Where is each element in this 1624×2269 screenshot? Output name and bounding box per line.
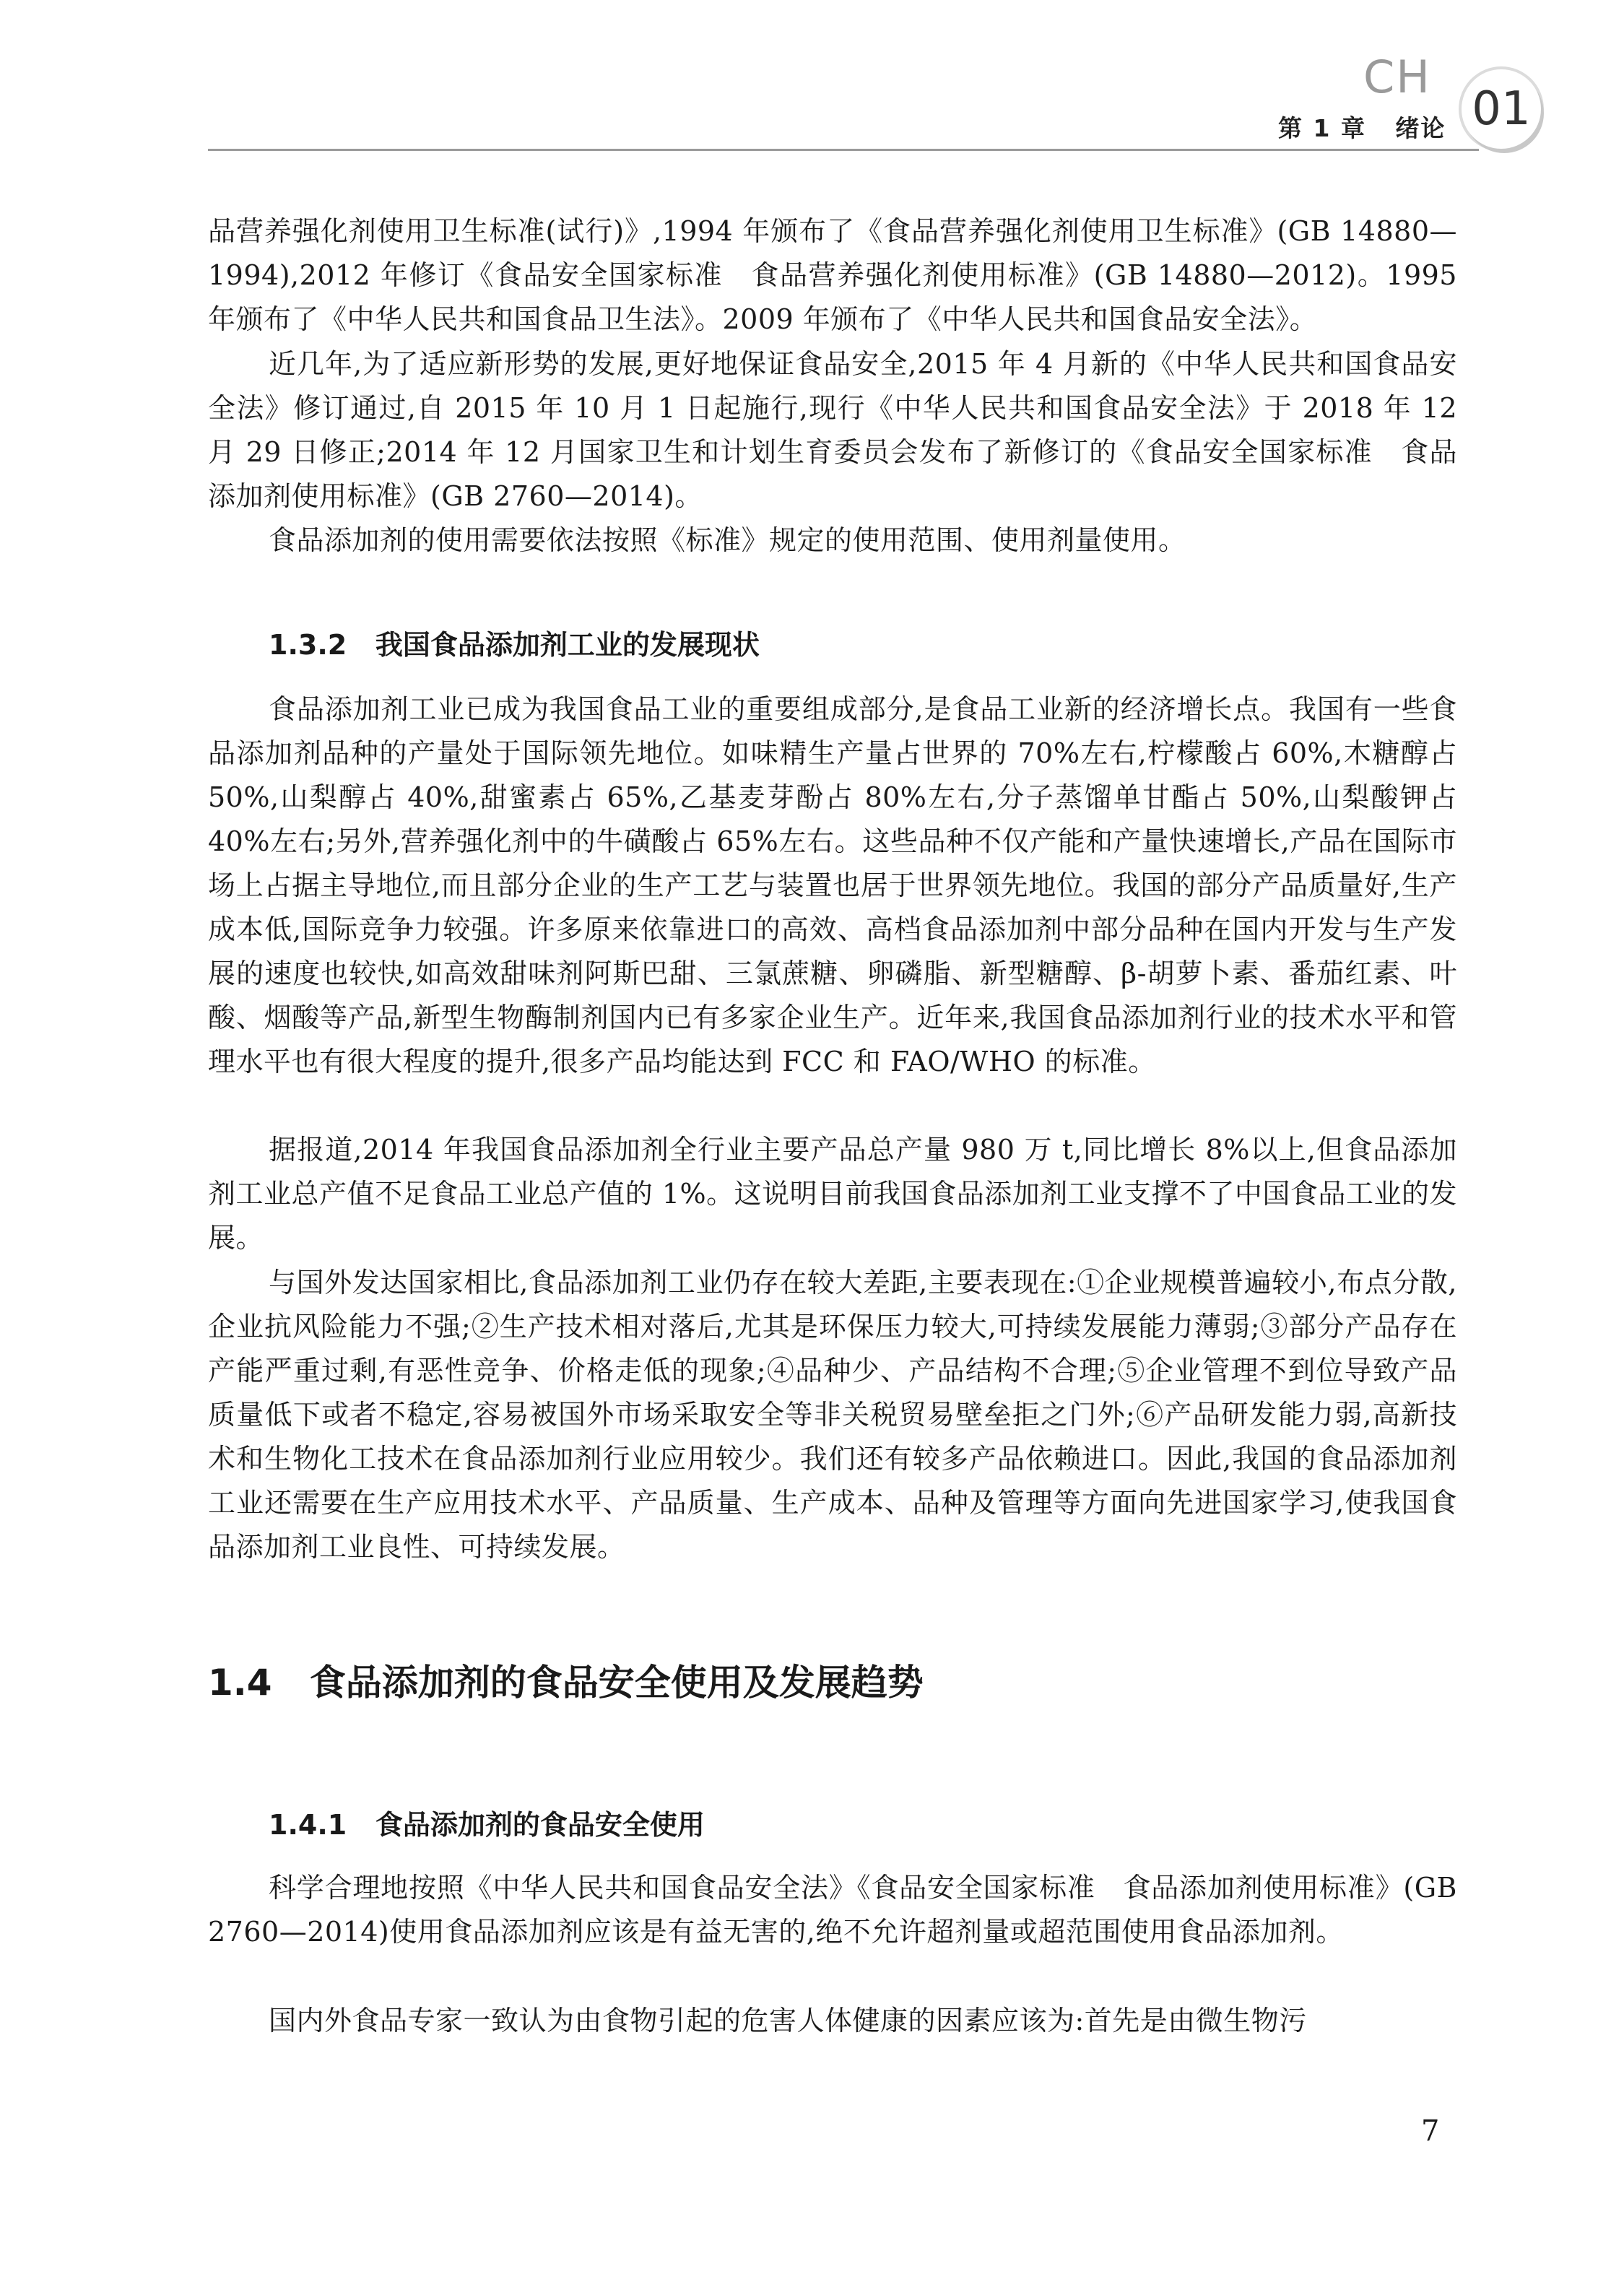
section-heading-1-4-1: 1.4.1 食品添加剂的食品安全使用	[269, 1809, 705, 1841]
paragraph-hazard-factors: 国内外食品专家一致认为由食物引起的危害人体健康的因素应该为:首先是由微生物污	[269, 2005, 1307, 2036]
paragraph-recent-legislation: 近几年,为了适应新形势的发展,更好地保证食品安全,2015 年 4 月新的《中华人民共和国食品安全法》修订通过,自 2015 年 10 月 1 日起施行,现行《中华人民共和国食品安全法》于 2018 年 12 月 29 日修正;2014 年 12 月国家卫生和计划生育委员会发布了新修订的《食品安全国家标准 食品添加剂使用标准》(GB 2760—2014)。	[208, 348, 1457, 512]
section-heading-1-4: 1.4 食品添加剂的食品安全使用及发展趋势	[208, 1662, 924, 1704]
section-heading-1-3-2: 1.3.2 我国食品添加剂工业的发展现状	[269, 629, 760, 661]
paragraph-gap-analysis: 与国外发达国家相比,食品添加剂工业仍存在较大差距,主要表现在:①企业规模普遍较小,布点分散,企业抗风险能力不强;②生产技术相对落后,尤其是环保压力较大,可持续发展能力薄弱;③部分产品存在产能严重过剩,有恶性竞争、价格走低的现象;④品种少、产品结构不合理;⑤企业管理不到位导致产品质量低下或者不稳定,容易被国外市场采取安全等非关税贸易壁垒拒之门外;⑥产品研发能力弱,高新技术和生物化工技术在食品添加剂行业应用较少。我们还有较多产品依赖进口。因此,我国的食品添加剂工业还需要在生产应用技术水平、产品质量、生产成本、品种及管理等方面向先进国家学习,使我国食品添加剂工业良性、可持续发展。	[208, 1267, 1457, 1563]
chapter-number-badge: 01	[1462, 69, 1541, 149]
header-divider	[208, 149, 1479, 151]
running-head: 第 1 章 绪论	[1278, 114, 1446, 142]
page-number: 7	[1421, 2114, 1440, 2148]
paragraph-safe-use: 科学合理地按照《中华人民共和国食品安全法》《食品安全国家标准 食品添加剂使用标准》(GB 2760—2014)使用食品添加剂应该是有益无害的,绝不允许超剂量或超范围使用食品添加剂。	[208, 1872, 1457, 1948]
chapter-ch-label: CH	[1363, 51, 1431, 103]
paragraph-output-report: 据报道,2014 年我国食品添加剂全行业主要产品总产量 980 万 t,同比增长 8%以上,但食品添加剂工业总产值不足食品工业总产值的 1%。这说明目前我国食品添加剂工业支撑不了中国食品工业的发展。	[208, 1134, 1457, 1254]
paragraph-industry-status: 食品添加剂工业已成为我国食品工业的重要组成部分,是食品工业新的经济增长点。我国有一些食品添加剂品种的产量处于国际领先地位。如味精生产量占世界的 70%左右,柠檬酸占 60%,木糖醇占 50%,山梨醇占 40%,甜蜜素占 65%,乙基麦芽酚占 80%左右,分子蒸馏单甘酯占 50%,山梨酸钾占 40%左右;另外,营养强化剂中的牛磺酸占 65%左右。这些品种不仅产能和产量快速增长,产品在国际市场上占据主导地位,而且部分企业的生产工艺与装置也居于世界领先地位。我国的部分产品质量好,生产成本低,国际竞争力较强。许多原来依靠进口的高效、高档食品添加剂中部分品种在国内开发与生产发展的速度也较快,如高效甜味剂阿斯巴甜、三氯蔗糖、卵磷脂、新型糖醇、β-胡萝卜素、番茄红素、叶酸、烟酸等产品,新型生物酶制剂国内已有多家企业生产。近年来,我国食品添加剂行业的技术水平和管理水平也有很大程度的提升,很多产品均能达到 FCC 和 FAO/WHO 的标准。	[208, 693, 1457, 1077]
paragraph-usage-rule: 食品添加剂的使用需要依法按照《标准》规定的使用范围、使用剂量使用。	[269, 524, 1186, 556]
paragraph-standards-history: 品营养强化剂使用卫生标准(试行)》,1994 年颁布了《食品营养强化剂使用卫生标准》(GB 14880—1994),2012 年修订《食品安全国家标准 食品营养强化剂使用标准》(GB 14880—2012)。1995 年颁布了《中华人民共和国食品卫生法》。2009 年颁布了《中华人民共和国食品安全法》。	[208, 215, 1457, 335]
